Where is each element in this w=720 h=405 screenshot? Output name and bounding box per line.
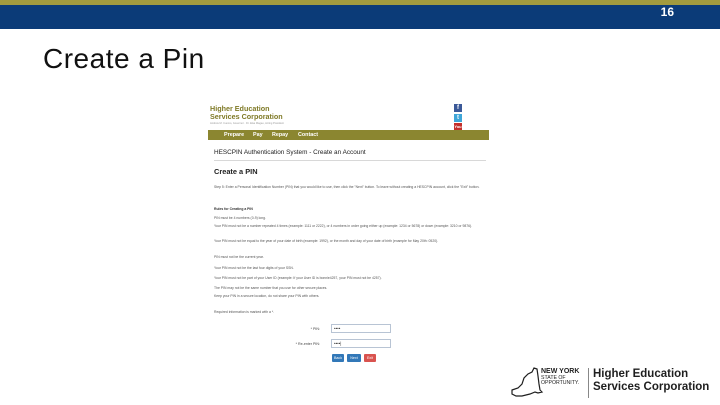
site-logo[interactable] — [210, 105, 330, 126]
rule-item: Your PIN must not be part of your User ID (example: If your User ID is bonnie4257, your PIN must not be 4257). — [214, 276, 382, 280]
title-divider — [214, 160, 486, 161]
rules-title: Rules for Creating a PIN — [214, 207, 253, 211]
required-note: Required information is marked with a *. — [214, 310, 275, 314]
new-york-state-icon — [508, 366, 544, 400]
hesc-wordmark — [593, 368, 709, 394]
back-button[interactable]: Back — [334, 356, 342, 360]
reenter-pin-label: * Re-enter PIN: — [295, 342, 320, 346]
nav-contact[interactable]: Contact — [298, 132, 319, 138]
pin-label: * PIN: — [310, 327, 320, 331]
step-instructions: Step 5: Enter a Personal Identification Number (PIN) that you would like to use, then click the "Next" button. To leave without creating a HESCPIN account, click the "Exit" button. — [214, 185, 480, 189]
page-heading: Create a PIN — [214, 167, 258, 176]
hesc-line1: Higher Education — [593, 368, 689, 380]
slide-number: 16 — [660, 5, 674, 19]
rule-item: The PIN may not be the same number that you use for other secure places. — [214, 286, 328, 290]
ny-state-sub1: STATE OF — [541, 374, 566, 381]
twitter-icon[interactable]: t — [454, 114, 462, 122]
site-nav-bar — [208, 130, 489, 140]
ny-state-name: NEW YORK — [541, 368, 580, 375]
pin-input[interactable]: •••• — [331, 324, 391, 333]
ny-state-sub2: OPPORTUNITY. — [541, 380, 580, 386]
rule-item: PIN must not be the current year. — [214, 255, 264, 259]
embedded-screenshot — [208, 101, 490, 367]
system-title: HESCPIN Authentication System - Create an Account — [214, 149, 366, 156]
ny-state-wordmark — [541, 368, 579, 387]
rule-item: Your PIN must not be a number repeated 4 times (example: 1111 or 2222), or 4 numbers in order going either up (example: 1234 or 5678) or down (example: 3210 or 9876). — [214, 224, 473, 228]
exit-button[interactable]: Exit — [364, 354, 376, 362]
site-brand-line2: Services Corporation — [210, 112, 283, 121]
hesc-line2: Services Corporation — [593, 381, 710, 393]
nav-pay[interactable]: Pay — [253, 132, 263, 138]
slide-header-bar — [0, 5, 720, 29]
rule-item: Keep your PIN in a secure location, do not share your PIN with others. — [214, 294, 320, 298]
rule-item: Your PIN must not be equal to the year of your date of birth (example: 1992), or the month and day of your date of birth (example for May 20th: 0520). — [214, 239, 439, 243]
reenter-pin-input[interactable]: ••••| — [331, 339, 391, 348]
youtube-icon[interactable]: You — [454, 124, 462, 129]
nav-repay[interactable]: Repay — [272, 132, 289, 138]
logo-divider — [588, 368, 589, 398]
site-brand-line1: Higher Education — [210, 104, 270, 113]
site-tagline: Andrew M. Cuomo, Governor · Dr. Elsa Magee, Acting President — [210, 122, 284, 125]
slide-title: Create a Pin — [43, 43, 205, 74]
rule-item: Your PIN must not be the last four digits of your SSN. — [214, 266, 294, 270]
next-button[interactable]: Next — [347, 354, 361, 362]
rule-item: PIN must be 4 numbers (0-9) long. — [214, 216, 267, 220]
facebook-icon[interactable]: f — [454, 104, 462, 112]
nav-prepare[interactable]: Prepare — [224, 132, 245, 138]
social-icons — [454, 104, 463, 133]
